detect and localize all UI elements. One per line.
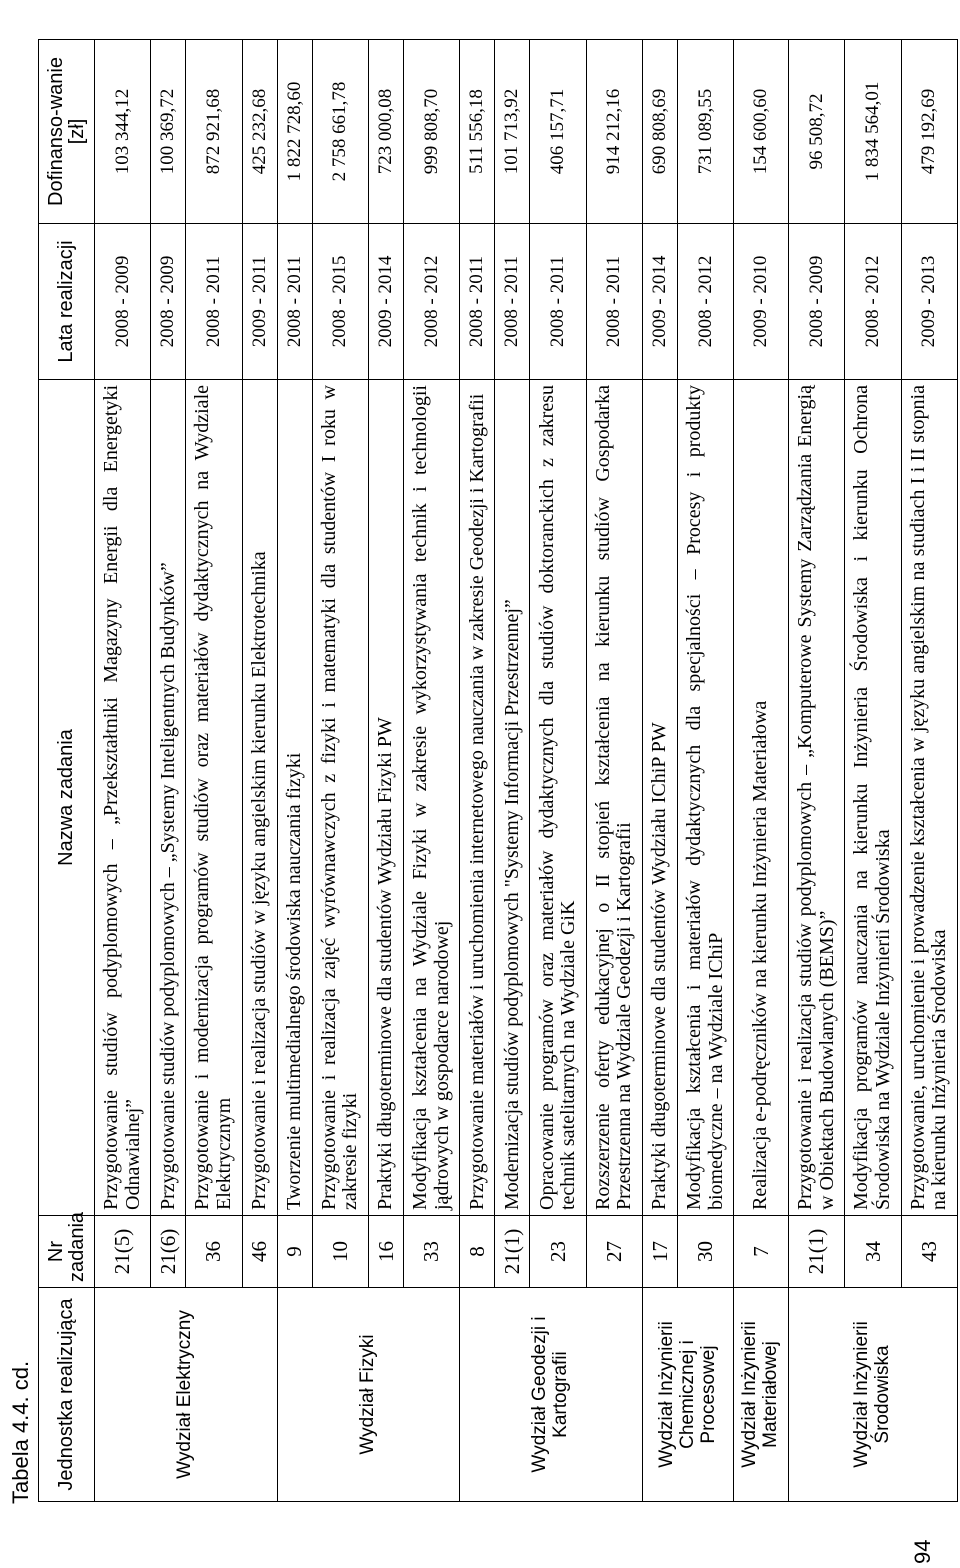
years-cell: 2009 - 2013 bbox=[901, 224, 957, 380]
amount-cell: 690 808,69 bbox=[643, 40, 678, 224]
name-cell: Modyfikacja kształcenia na Wydziale Fizyki w zakresie wykorzystywania technik i technologii jądrowych w gospodarce narodowej bbox=[404, 380, 460, 1216]
amount-cell: 406 157,71 bbox=[530, 40, 586, 224]
table-row bbox=[242, 40, 277, 1502]
nr-cell: 33 bbox=[404, 1216, 460, 1288]
table-row bbox=[404, 40, 460, 1502]
amount-cell: 425 232,68 bbox=[242, 40, 277, 224]
name-cell: Przygotowanie i realizacja studiów podyplomowych – „Komputerowe Systemy Zarządzania Energią w Obiektach Budowlanych (BEMS)” bbox=[789, 380, 845, 1216]
table-row bbox=[186, 40, 242, 1502]
nr-cell: 46 bbox=[242, 1216, 277, 1288]
table-row bbox=[586, 40, 642, 1502]
amount-cell: 511 556,18 bbox=[460, 40, 495, 224]
header-nr: Nr zadania bbox=[39, 1216, 95, 1288]
amount-cell: 872 921,68 bbox=[186, 40, 242, 224]
name-cell: Modernizacja studiów podyplomowych "Systemy Informacji Przestrzennej” bbox=[495, 380, 530, 1216]
name-cell: Przygotowanie, uruchomienie i prowadzenie kształcenia w języku angielskim na studiach I i II stopnia na kierunku Inżynieria Środowiska bbox=[901, 380, 957, 1216]
years-cell: 2009 - 2011 bbox=[242, 224, 277, 380]
table-row bbox=[312, 40, 368, 1502]
years-cell: 2008 - 2011 bbox=[186, 224, 242, 380]
amount-cell: 1 834 564,01 bbox=[845, 40, 901, 224]
years-cell: 2008 - 2012 bbox=[845, 224, 901, 380]
amount-cell: 479 192,69 bbox=[901, 40, 957, 224]
name-cell: Realizacja e-podręczników na kierunku Inżynieria Materiałowa bbox=[734, 380, 789, 1216]
nr-cell: 9 bbox=[277, 1216, 312, 1288]
years-cell: 2008 - 2009 bbox=[151, 224, 186, 380]
table-row bbox=[277, 40, 312, 1502]
nr-cell: 23 bbox=[530, 1216, 586, 1288]
header-years: Lata realizacji bbox=[39, 224, 95, 380]
table-row bbox=[734, 40, 789, 1502]
amount-cell: 103 344,12 bbox=[95, 40, 151, 224]
header-unit: Jednostka realizująca bbox=[39, 1288, 95, 1502]
nr-cell: 21(6) bbox=[151, 1216, 186, 1288]
page-number: 94 bbox=[910, 1539, 935, 1564]
years-cell: 2009 - 2014 bbox=[643, 224, 678, 380]
nr-cell: 43 bbox=[901, 1216, 957, 1288]
name-cell: Tworzenie multimedialnego środowiska nauczania fizyki bbox=[277, 380, 312, 1216]
nr-cell: 8 bbox=[460, 1216, 495, 1288]
years-cell: 2008 - 2015 bbox=[312, 224, 368, 380]
years-cell: 2008 - 2011 bbox=[530, 224, 586, 380]
unit-cell: Wydział Inżynierii Chemicznej i Procesowej bbox=[643, 1288, 734, 1502]
table-row bbox=[369, 40, 404, 1502]
name-cell: Przygotowanie studiów podyplomowych – „Systemy Inteligentnych Budynków” bbox=[151, 380, 186, 1216]
nr-cell: 27 bbox=[586, 1216, 642, 1288]
nr-cell: 17 bbox=[643, 1216, 678, 1288]
table-caption: Tabela 4.4. cd. bbox=[8, 1360, 33, 1504]
header-name: Nazwa zadania bbox=[39, 380, 95, 1216]
years-cell: 2008 - 2012 bbox=[404, 224, 460, 380]
name-cell: Przygotowanie i realizacja zajęć wyrównawczych z fizyki i matematyki dla studentów I roku w zakresie fizyki bbox=[312, 380, 368, 1216]
amount-cell: 999 808,70 bbox=[404, 40, 460, 224]
years-cell: 2008 - 2009 bbox=[789, 224, 845, 380]
name-cell: Opracowanie programów oraz materiałów dydaktycznych dla studiów doktoranckich z zakresu technik satelitarnych na Wydziale GiK bbox=[530, 380, 586, 1216]
unit-cell: Wydział Geodezji i Kartografii bbox=[460, 1288, 643, 1502]
amount-cell: 914 212,16 bbox=[586, 40, 642, 224]
amount-cell: 731 089,55 bbox=[678, 40, 734, 224]
name-cell: Modyfikacja kształcenia i materiałów dydaktycznych dla specjalności – Procesy i produkty biomedyczne – na Wydziale IChiP bbox=[678, 380, 734, 1216]
table-row bbox=[901, 40, 957, 1502]
years-cell: 2008 - 2011 bbox=[495, 224, 530, 380]
table-row bbox=[151, 40, 186, 1502]
amount-cell: 2 758 661,78 bbox=[312, 40, 368, 224]
nr-cell: 7 bbox=[734, 1216, 789, 1288]
name-cell: Przygotowanie materiałów i uruchomienia internetowego nauczania w zakresie Geodezji i Kartografii bbox=[460, 380, 495, 1216]
years-cell: 2009 - 2010 bbox=[734, 224, 789, 380]
years-cell: 2008 - 2011 bbox=[586, 224, 642, 380]
table-row bbox=[95, 40, 151, 1502]
nr-cell: 21(1) bbox=[789, 1216, 845, 1288]
header-row bbox=[39, 40, 95, 1502]
header-amount: Dofinanso-wanie [zł] bbox=[39, 40, 95, 224]
years-cell: 2008 - 2012 bbox=[678, 224, 734, 380]
table-row bbox=[678, 40, 734, 1502]
table-row bbox=[789, 40, 845, 1502]
amount-cell: 96 508,72 bbox=[789, 40, 845, 224]
amount-cell: 101 713,92 bbox=[495, 40, 530, 224]
unit-cell: Wydział Inżynierii Środowiska bbox=[789, 1288, 958, 1502]
years-cell: 2008 - 2009 bbox=[95, 224, 151, 380]
table-row bbox=[530, 40, 586, 1502]
table-row bbox=[460, 40, 495, 1502]
projects-table bbox=[38, 39, 958, 1502]
years-cell: 2008 - 2011 bbox=[460, 224, 495, 380]
amount-cell: 1 822 728,60 bbox=[277, 40, 312, 224]
nr-cell: 36 bbox=[186, 1216, 242, 1288]
nr-cell: 30 bbox=[678, 1216, 734, 1288]
name-cell: Przygotowanie studiów podyplomowych – „Przekształtniki Magazyny Energii dla Energetyki Odnawialnej” bbox=[95, 380, 151, 1216]
unit-cell: Wydział Fizyki bbox=[277, 1288, 460, 1502]
amount-cell: 723 000,08 bbox=[369, 40, 404, 224]
unit-cell: Wydział Elektryczny bbox=[95, 1288, 278, 1502]
unit-cell: Wydział Inżynierii Materiałowej bbox=[734, 1288, 789, 1502]
nr-cell: 10 bbox=[312, 1216, 368, 1288]
years-cell: 2009 - 2014 bbox=[369, 224, 404, 380]
nr-cell: 21(1) bbox=[495, 1216, 530, 1288]
name-cell: Rozszerzenie oferty edukacyjnej o II stopień kształcenia na kierunku studiów Gospodarka Przestrzenna na Wydziale Geodezji i Kartografii bbox=[586, 380, 642, 1216]
name-cell: Praktyki długoterminowe dla studentów Wydziału IChiP PW bbox=[643, 380, 678, 1216]
name-cell: Przygotowanie i modernizacja programów studiów oraz materiałów dydaktycznych na Wydziale Elektrycznym bbox=[186, 380, 242, 1216]
amount-cell: 100 369,72 bbox=[151, 40, 186, 224]
amount-cell: 154 600,60 bbox=[734, 40, 789, 224]
name-cell: Praktyki długoterminowe dla studentów Wydziału Fizyki PW bbox=[369, 380, 404, 1216]
name-cell: Przygotowanie i realizacja studiów w języku angielskim kierunku Elektrotechnika bbox=[242, 380, 277, 1216]
table-row bbox=[643, 40, 678, 1502]
nr-cell: 16 bbox=[369, 1216, 404, 1288]
years-cell: 2008 - 2011 bbox=[277, 224, 312, 380]
nr-cell: 21(5) bbox=[95, 1216, 151, 1288]
table-row bbox=[495, 40, 530, 1502]
table-row bbox=[845, 40, 901, 1502]
nr-cell: 34 bbox=[845, 1216, 901, 1288]
name-cell: Modyfikacja programów nauczania na kierunku Inżynieria Środowiska i kierunku Ochrona Środowiska na Wydziale Inżynierii Środowiska bbox=[845, 380, 901, 1216]
